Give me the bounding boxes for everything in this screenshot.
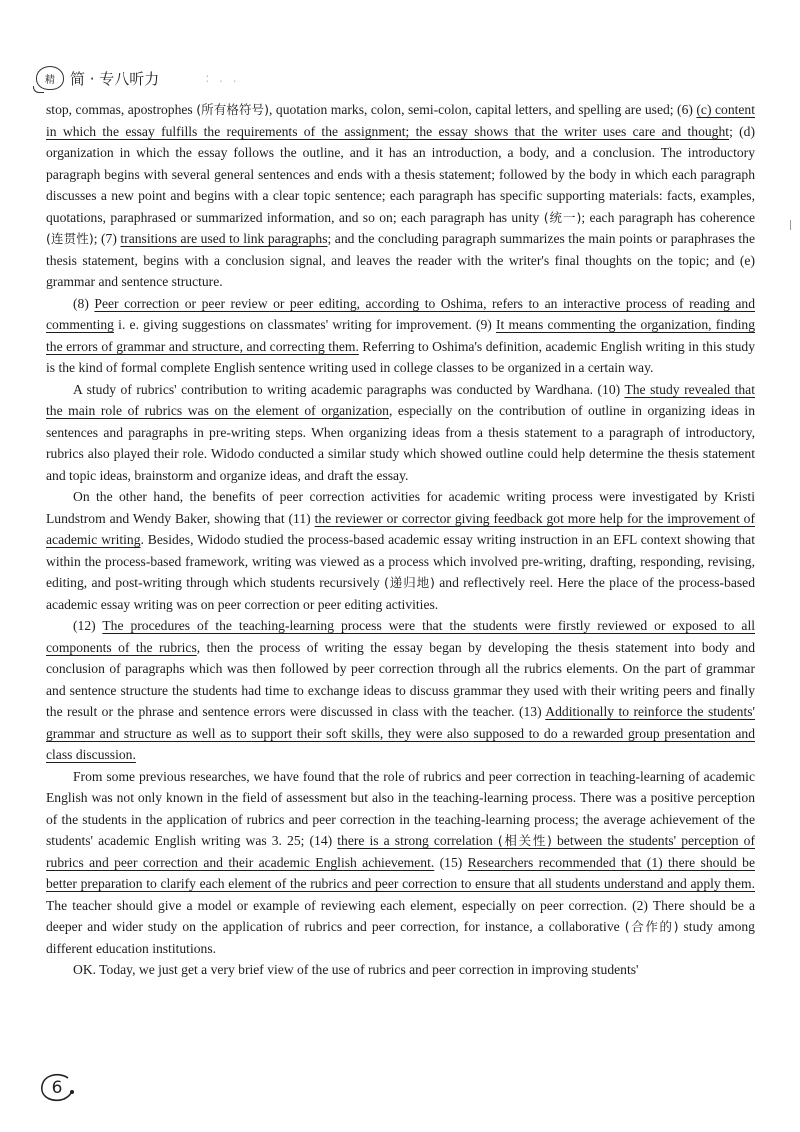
text: A study of rubrics' contribution to writing academic paragraphs was conducted by Wardhana. (10) xyxy=(73,381,625,397)
text: (15) xyxy=(434,854,468,870)
underlined-answer-15: Researchers recommended that (1) there should be better preparation to clarify each element of the rubrics and peer correction to ensure that all students understand and apply them. xyxy=(46,854,755,891)
text: , quotation marks, colon, semi-colon, capital letters, and spelling are used; (6) xyxy=(269,102,697,117)
chinese-gloss: (连贯性) xyxy=(46,231,94,246)
running-header xyxy=(36,66,240,90)
page-number-text: 6 xyxy=(51,1078,63,1098)
chinese-gloss: (所有格符号) xyxy=(196,102,270,117)
chinese-gloss: (相关性) xyxy=(497,833,552,848)
header-dots: : . . xyxy=(205,71,240,85)
body-text xyxy=(46,99,755,981)
text: there is a strong correlation xyxy=(337,833,498,848)
text: between the students' perception of rubrics and peer correction and their academic English achievement. xyxy=(46,833,755,870)
paragraph-7 xyxy=(46,959,755,981)
paragraph-5 xyxy=(46,615,755,766)
underlined-answer-10: The study revealed that the main role of rubrics was on the element of organization xyxy=(46,381,755,418)
underlined-answer-6: (c) content in which the essay fulfills the requirements of the assignment; the essay shows that the writer uses care and thought xyxy=(46,102,756,139)
underlined-answer-8: Peer correction or peer review or peer editing, according to Oshima, refers to an interactive process of reading and commenting xyxy=(46,295,756,332)
text: Referring to Oshima's definition, academic English writing in this study is the kind of formal complete English sentence writing used in college classes to be organized in a certain way. xyxy=(46,338,755,375)
chinese-gloss: (递归地) xyxy=(383,575,435,590)
margin-mark xyxy=(790,220,791,230)
chinese-gloss: (合作的) xyxy=(624,919,679,934)
text: (8) xyxy=(73,295,95,311)
header-title: 简 · 专八听力 xyxy=(70,69,160,88)
text: , then the process of writing the essay began by developing the thesis statement into body and conclusion of paragraphs which was then followed by peer correction through all the rubrics elements. On the part of grammar and sentence structure the students had time to exchange ideas to discuss grammar they used with their writing peers and finally the result or the phrase and sentence errors were discussed in class with the teacher. (13) xyxy=(46,639,755,719)
text: ; (7) xyxy=(93,231,121,246)
text: stop, commas, apostrophes xyxy=(46,102,197,117)
underlined-answer-7: transitions are used to link paragraphs xyxy=(120,231,328,246)
text: ; and the concluding paragraph summarizes the main points or paraphrases the thesis statement, begins with a conclusion signal, and leaves the reader with the writer's final thoughts on the topic; and (e) grammar and sentence structure. xyxy=(46,231,755,289)
book-logo-icon: 精 xyxy=(36,66,64,90)
text: The teacher should give a model or example of reviewing each element, especially on peer correction. (2) There should be a deeper and wider study on the application of rubrics and peer correction, for instance, a collaborative xyxy=(46,897,755,934)
text: ; each paragraph has coherence xyxy=(581,209,755,225)
underlined-answer-9: It means commenting the organization, finding the errors of grammar and structure, and correcting them. xyxy=(46,317,756,354)
underlined-answer-12: The procedures of the teaching-learning process were that the students were firstly reviewed or exposed to all components of the rubrics xyxy=(46,618,755,655)
text: . Besides, Widodo studied the process-based academic essay writing instruction in an EFL context showing that within the process-based framework, writing was viewed as a process which involved pre-writing, drafting, responding, revising, editing, and post-writing through which students recursively xyxy=(46,532,755,590)
text: and reflectively reel. Here the place of the process-based academic essay writing was on peer correction or peer editing activities. xyxy=(46,575,756,612)
page-number xyxy=(38,1072,76,1104)
text: i. e. giving suggestions on classmates' writing for improvement. (9) xyxy=(113,317,497,332)
underlined-answer-11: the reviewer or corrector giving feedback got more help for the improvement of academic writing xyxy=(46,510,756,547)
chinese-gloss: (统一) xyxy=(543,209,582,225)
text: OK. Today, we just get a very brief view of the use of rubrics and peer correction in improving students' xyxy=(73,962,639,977)
text: , especially on the contribution of outline in organizing ideas in sentences and paragraphs in pre-writing steps. When organizing ideas from a thesis statement to a paragraph of introductory, rubrics also played their role. Widodo conducted a similar study which showed outline could help determine the thesis statement and topic ideas, brainstorm and organize ideas, and draft the essay. xyxy=(46,403,755,483)
paragraph-2 xyxy=(46,293,755,379)
paragraph-3 xyxy=(46,379,755,487)
paragraph-4 xyxy=(46,486,755,615)
paragraph-1 xyxy=(46,99,755,293)
text: ; (d) organization in which the essay follows the outline, and it has an introduction, a body, and a conclusion. The introductory paragraph begins with several general sentences and ends with a thesis statement; followed by the body in which each paragraph discusses a new point and begins with a clear topic sentence; each paragraph has specific supporting materials: facts, examples, quotations, paraphrased or summarized information, and so on; each paragraph has unity xyxy=(46,123,755,225)
text: (12) xyxy=(73,618,103,633)
paragraph-6 xyxy=(46,766,755,960)
underlined-answer-13: Additionally to reinforce the students' grammar and structure as well as to support their soft skills, they were also supposed to do a rewarded group presentation and class discussion. xyxy=(46,704,755,762)
text: From some previous researches, we have found that the role of rubrics and peer correction in teaching-learning of academic English was not only known in the field of assessment but also in the teaching-learning process. There was a positive perception of the students in the application of rubrics and peer correction in the teaching-learning process; the average achievement of the students' academic English writing was 3. 25; (14) xyxy=(46,768,755,848)
text: On the other hand, the benefits of peer correction activities for academic writing process were investigated by Kristi Lundstrom and Wendy Baker, showing that (11) xyxy=(46,489,755,526)
text: study among different education institutions. xyxy=(46,919,755,956)
